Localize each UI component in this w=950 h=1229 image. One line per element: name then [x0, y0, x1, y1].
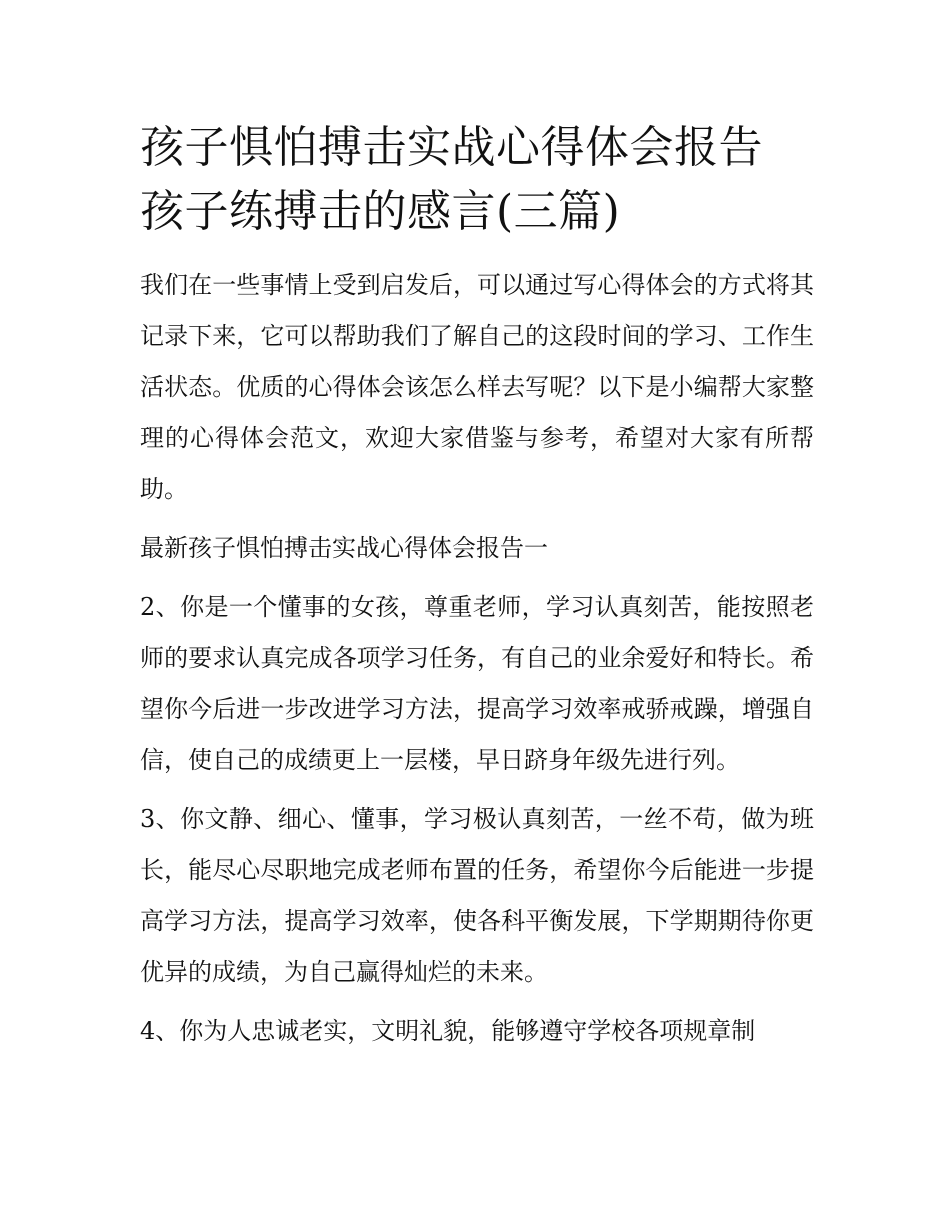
list-item: 3、你文静、细心、懂事，学习极认真刻苦，一丝不苟，做为班长，能尽心尽职地完成老师布置的任务，希望你今后能进一步提高学习方法，提高学习效率，使各科平衡发展，下学期期待你更优异的成绩，为自己赢得灿烂的未来。 — [140, 805, 814, 986]
document-page — [140, 116, 814, 1057]
section-heading: 最新孩子惧怕搏击实战心得体会报告一 — [140, 534, 548, 562]
intro-paragraph: 我们在一些事情上受到启发后，可以通过写心得体会的方式将其记录下来，它可以帮助我们了解自己的这段时间的学习、工作生活状态。优质的心得体会该怎么样去写呢？以下是小编帮大家整理的心得体会范文，欢迎大家借鉴与参考，希望对大家有所帮助。 — [140, 271, 814, 503]
document-title: 孩子惧怕搏击实战心得体会报告 孩子练搏击的感言(三篇) — [140, 122, 763, 237]
list-item: 4、你为人忠诚老实，文明礼貌，能够遵守学校各项规章制 — [140, 1017, 756, 1045]
list-item: 2、你是一个懂事的女孩，尊重老师，学习认真刻苦，能按照老师的要求认真完成各项学习任务，有自己的业余爱好和特长。希望你今后进一步改进学习方法，提高学习效率戒骄戒躁，增强自信，使自己的成绩更上一层楼，早日跻身年级先进行列。 — [140, 593, 814, 774]
